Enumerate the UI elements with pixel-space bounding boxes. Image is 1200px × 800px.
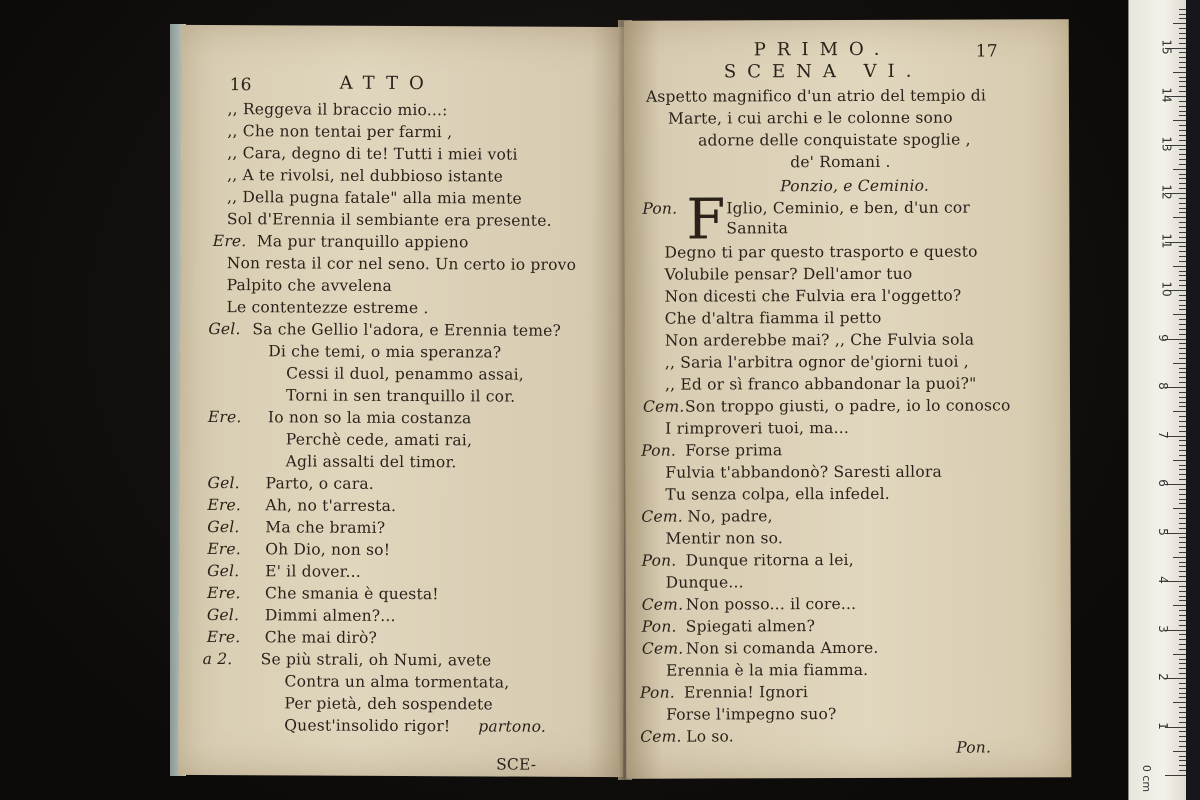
verse-line: I rimproveri tuoi, ma... [665, 418, 850, 438]
open-book [170, 20, 1075, 782]
speaker-label: Pon. [642, 199, 678, 218]
catchword: Pon. [956, 738, 992, 757]
ruler-tick [1165, 775, 1187, 776]
speaker-label: Ere. [207, 539, 241, 559]
ruler-tick [1173, 751, 1187, 752]
verse-line: Tu senza colpa, ella infedel. [665, 484, 890, 504]
verse-line: ,, Cara, degno di te! Tutti i miei voti [227, 144, 518, 164]
verse-line: Erennia è la mia fiamma. [665, 660, 869, 680]
setting-line: Aspetto magnifico d'un atrio del tempio di [645, 86, 987, 106]
speaker-label: Pon. [641, 551, 677, 570]
speaker-label: Ere. [207, 495, 242, 515]
verse-line: Iglio, Ceminio, e ben, d'un cor [726, 198, 971, 218]
ruler-number: 4 [1155, 576, 1170, 584]
verse-line: Che smania è questa! [264, 584, 439, 604]
verse-line: Che d'altra fiamma il petto [664, 308, 882, 328]
speaker-label: Cem. [641, 639, 684, 658]
verse-line: Dimmi almen?... [264, 606, 396, 625]
verse-line: Mentir non so. [665, 529, 784, 548]
speaker-label: Gel. [207, 473, 240, 493]
verse-line: Forse prima [685, 441, 783, 460]
character-list: Ponzio, e Ceminio. [780, 176, 930, 196]
verse-line: ,, Della pugna fatale" alla mia mente [227, 188, 522, 208]
ruler-number: 8 [1155, 382, 1170, 390]
verse-line: Io non so la mia costanza [267, 408, 472, 428]
drop-cap: F [686, 187, 726, 253]
ruler-tick [1173, 23, 1187, 24]
speaker-label: Ere. [212, 232, 247, 251]
verse-line: Forse l'impegno suo? [666, 705, 837, 724]
ruler-number: 14 [1159, 87, 1174, 103]
verse-line: Spiegati almen? [685, 617, 816, 636]
verse-line: Ma pur tranquillo appieno [256, 232, 469, 252]
verse-line: Lo so. [686, 727, 734, 746]
speaker-label: Pon. [641, 617, 677, 636]
verse-line: Dunque... [665, 573, 744, 592]
running-header: PRIMO. [753, 38, 891, 61]
verse-line: Erennia! Ignori [683, 683, 809, 702]
verse-line: Oh Dio, non so! [265, 540, 391, 559]
running-header: ATTO [339, 72, 435, 95]
ruler-tick [1173, 120, 1187, 121]
verse-line: Volubile pensar? Dell'amor tuo [664, 264, 913, 284]
scene-title: SCENA VI. [723, 60, 923, 83]
verse-line: Palpito che avvelena [226, 276, 392, 295]
verse-line: No, padre, [687, 507, 773, 526]
speaker-label: Ere. [206, 583, 241, 603]
ruler-unit-label: 0 cm [1140, 764, 1154, 793]
ruler-number: 13 [1159, 135, 1174, 152]
ruler-tick [1173, 460, 1187, 461]
ruler-tick [1173, 363, 1187, 364]
verse-line: Torni in sen tranquillo il cor. [285, 386, 516, 406]
verse-line: Son troppo giusti, o padre, io lo conosco [684, 396, 1011, 416]
ruler-tick [1173, 314, 1187, 315]
ruler-number: 9 [1155, 333, 1170, 342]
verse-line: Che mai dirò? [264, 628, 378, 647]
ruler-tick [1173, 508, 1187, 509]
ruler-tick [1173, 169, 1187, 170]
verse-line: ,, Ed or sì franco abbandonar la puoi?" [664, 374, 977, 394]
speaker-label: Cem. [641, 507, 683, 526]
ruler-number: 10 [1159, 281, 1174, 297]
verse-line: ,, Che non tentai per farmi , [227, 122, 453, 142]
ruler-tick [1173, 702, 1187, 703]
ruler-tick [1173, 411, 1187, 412]
verse-line: Parto, o cara. [265, 474, 374, 493]
ruler-tick [1173, 217, 1187, 218]
speaker-label: Cem. [642, 397, 685, 416]
verse-line: Non dicesti che Fulvia era l'oggetto? [664, 286, 962, 306]
speaker-label: Pon. [639, 683, 675, 702]
verse-line: Non posso... il core... [685, 594, 857, 614]
ruler-number: 11 [1159, 232, 1174, 249]
speaker-label: Cem. [640, 727, 682, 746]
verse-line: Per pietà, deh sospendete [284, 694, 493, 714]
ruler-number: 2 [1155, 673, 1170, 681]
verse-line: ,, Saria l'arbitra ognor de'giorni tuoi , [664, 352, 969, 372]
ruler-number: 1 [1155, 721, 1170, 730]
ruler-number: 15 [1159, 38, 1174, 55]
verse-line: Dunque ritorna a lei, [685, 550, 854, 570]
speaker-label: Pon. [641, 441, 677, 460]
verse-line: Degno ti par questo trasporto e questo [664, 242, 978, 262]
verse-line: Sannita [726, 219, 789, 238]
stage-direction: partono. [478, 717, 547, 736]
verse-line: Di che temi, o mia speranza? [268, 342, 502, 362]
ruler-tick [1173, 72, 1187, 73]
speaker-label: Ere. [207, 407, 242, 427]
left-page [178, 25, 627, 777]
ruler-tick [1173, 557, 1187, 558]
catchword: SCE- [496, 755, 537, 774]
verse-line: Quest'insolido rigor! [284, 716, 451, 736]
ruler-number: 12 [1159, 184, 1174, 200]
ruler-tick [1173, 654, 1187, 655]
verse-line: Se più strali, oh Numi, avete [260, 650, 492, 670]
ruler-number: 3 [1155, 624, 1170, 633]
page-number: 17 [975, 41, 998, 62]
ruler-tick [1173, 266, 1187, 267]
verse-line: Ma che brami? [265, 518, 386, 537]
setting-line: de' Romani . [790, 152, 891, 172]
verse-line: E' il dover... [265, 562, 361, 581]
ruler-tick [1173, 605, 1187, 606]
verse-line: Le contentezze estreme . [226, 298, 429, 318]
setting-line: Marte, i cui archi e le colonne sono [667, 108, 953, 128]
right-page [624, 19, 1072, 779]
speaker-label: Gel. [206, 605, 240, 625]
page-number: 16 [229, 75, 252, 96]
setting-line: adorne delle conquistate spoglie , [698, 130, 971, 150]
ruler-number: 5 [1155, 527, 1170, 536]
verse-line: Perchè cede, amati rai, [285, 430, 473, 450]
speaker-label: Gel. [207, 561, 240, 581]
verse-line: Fulvia t'abbandonò? Saresti allora [665, 462, 942, 482]
verse-line: ,, Reggeva il braccio mio...: [227, 100, 448, 120]
verse-line: ,, A te rivolsi, nel dubbioso istante [227, 166, 504, 186]
ruler-number: 6 [1155, 479, 1170, 487]
verse-line: Non arderebbe mai? ,, Che Fulvia sola [664, 330, 975, 350]
verse-line: Contra un alma tormentata, [284, 672, 510, 692]
verse-line: Sa che Gellio l'adora, e Erennia teme? [252, 320, 562, 340]
speaker-label: Ere. [206, 627, 241, 647]
verse-line: Ah, no t'arresta. [265, 496, 397, 515]
verse-line: Non si comanda Amore. [685, 638, 879, 658]
verse-line: Sol d'Erennia il sembiante era presente. [226, 210, 552, 230]
speaker-label: a 2. [202, 649, 233, 669]
verse-line: Non resta il cor nel seno. Un certo io provo [226, 254, 577, 274]
measuring-ruler [1128, 0, 1187, 800]
verse-line: Agli assalti del timor. [285, 452, 457, 472]
speaker-label: Gel. [207, 517, 240, 537]
speaker-label: Cem. [641, 595, 684, 614]
ruler-shadow [1186, 0, 1200, 800]
ruler-number: 7 [1155, 430, 1170, 439]
speaker-label: Gel. [208, 319, 241, 339]
verse-line: Cessi il duol, penammo assai, [286, 364, 524, 384]
